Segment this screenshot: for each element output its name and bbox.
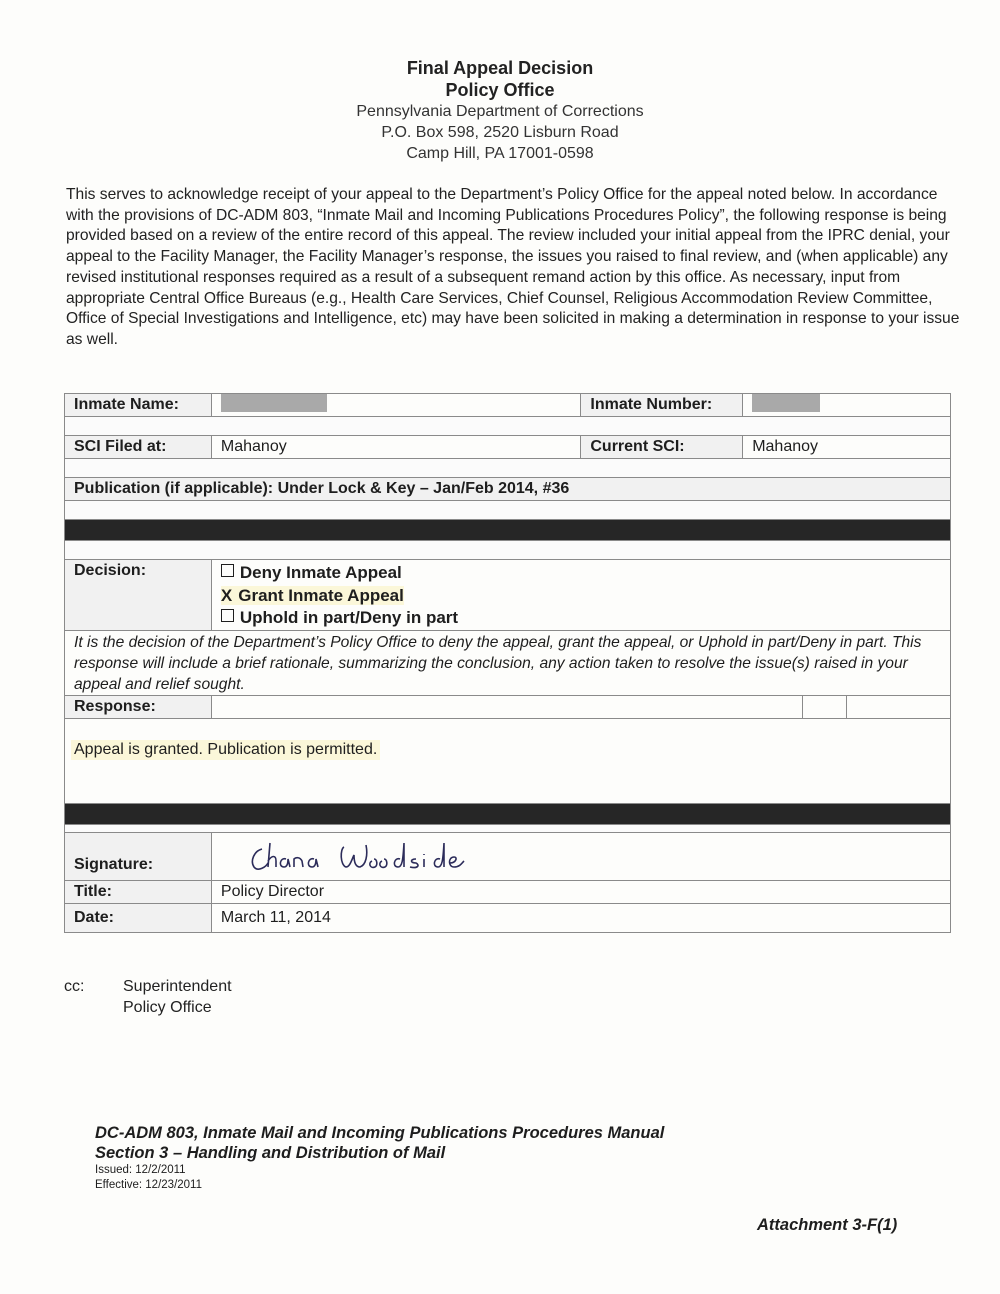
section-divider: [65, 803, 951, 824]
option-grant: X Grant Inmate Appeal: [220, 585, 404, 605]
cc-recipient: Policy Office: [123, 999, 212, 1016]
response-text: Appeal is granted. Publication is permitted.: [71, 740, 380, 760]
x-mark: X: [220, 585, 233, 605]
redaction-block: [221, 394, 327, 412]
attachment-label: Attachment 3-F(1): [757, 1216, 898, 1234]
option-uphold: Uphold in part/Deny in part: [221, 607, 941, 630]
inmate-name-value: [211, 394, 580, 417]
city-line: Camp Hill, PA 17001-0598: [406, 145, 594, 162]
inmate-number-label: Inmate Number:: [581, 394, 743, 417]
section-title: Section 3 – Handling and Distribution of Mail: [95, 1144, 446, 1162]
address-line: P.O. Box 598, 2520 Lisburn Road: [381, 124, 619, 141]
section-divider: [65, 520, 951, 541]
decision-row: [65, 560, 951, 631]
office-name: Policy Office: [445, 80, 555, 100]
cc-label: cc:: [64, 978, 85, 995]
manual-title: DC-ADM 803, Inmate Mail and Incoming Publications Procedures Manual: [95, 1124, 665, 1142]
current-sci-label: Current SCI:: [581, 436, 743, 459]
intro-paragraph: This serves to acknowledge receipt of your appeal to the Department’s Policy Office for the appeal noted below. In accordance with the provisions of DC-ADM 803, “Inmate Mail and Incoming Publications Procedures Policy”, the following response is being provided based on a review of the entire record of this appeal. The review included your initial appeal from the IPRC denial, your appeal to the Facility Manager, the Facility Manager’s response, the issues you raised to final review, and (when applicable) any revised institutional responses required as a result of a subsequent remand action by this office. As necessary, input from appropriate Central Office Bureaus (e.g., Health Care Services, Chief Counsel, Religious Accommodation Review Committee, Office of Special Investigations and Intelligence, etc) may have been solicited in making a determination in response to your issue as well.: [66, 186, 960, 348]
checkbox-icon: [221, 564, 234, 577]
date-label: Date:: [65, 903, 212, 932]
signature-image: [248, 837, 508, 877]
issued-date: Issued: 12/2/2011: [95, 1164, 186, 1176]
decision-label: Decision:: [65, 560, 212, 631]
sci-filed-label: SCI Filed at:: [65, 436, 212, 459]
cc-recipients: [123, 976, 232, 1018]
document-title: Final Appeal Decision: [406, 58, 594, 78]
date-value: March 11, 2014: [211, 903, 950, 932]
inmate-number-value: [743, 394, 951, 417]
document-header: [0, 57, 1000, 164]
decision-note: It is the decision of the Department’s Policy Office to deny the appeal, grant the appeal, or Uphold in part/Deny in part. This response will include a brief rationale, summarizing the conclusion, any action taken to resolve the issue(s) raised in your appeal and relief sought.: [65, 630, 951, 695]
redaction-block: [752, 394, 820, 412]
appeal-form: [64, 393, 951, 933]
publication-field: Publication (if applicable): Under Lock & Key – Jan/Feb 2014, #36: [65, 478, 951, 501]
response-body: [65, 718, 951, 803]
title-label: Title:: [65, 880, 212, 903]
sci-row: [65, 436, 951, 459]
option-deny: Deny Inmate Appeal: [221, 562, 941, 585]
current-sci-value: Mahanoy: [743, 436, 951, 459]
decision-options: [211, 560, 950, 631]
sci-filed-value: Mahanoy: [211, 436, 580, 459]
checkbox-icon: [221, 609, 234, 622]
signature-label: Signature:: [65, 832, 212, 880]
inmate-name-label: Inmate Name:: [65, 394, 212, 417]
signature-field: [211, 832, 950, 880]
inmate-row: [65, 394, 951, 417]
effective-date: Effective: 12/23/2011: [95, 1179, 202, 1191]
response-label: Response:: [65, 695, 212, 718]
department-name: Pennsylvania Department of Corrections: [356, 103, 644, 120]
document-footer: [95, 1123, 664, 1193]
title-value: Policy Director: [211, 880, 950, 903]
cc-recipient: Superintendent: [123, 978, 232, 995]
